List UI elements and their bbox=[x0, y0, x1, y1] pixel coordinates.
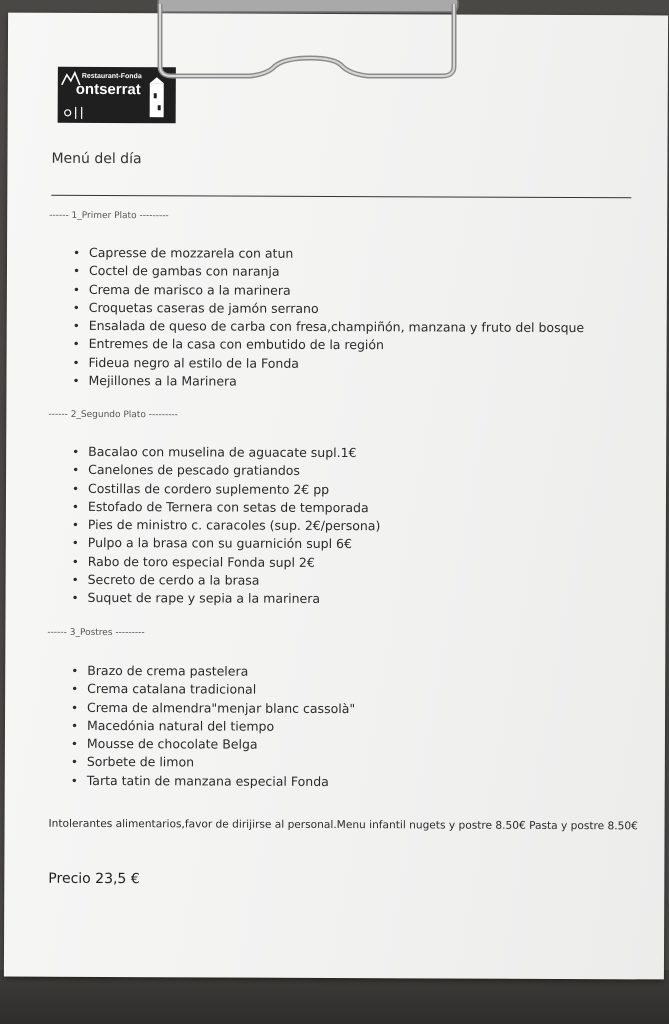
list-item: • Bacalao con muselina de aguacate supl.1€ bbox=[72, 443, 381, 463]
logo-subtitle: Restaurant-Fonda bbox=[81, 72, 142, 81]
list-item: • Mejillones a la Marinera bbox=[72, 372, 583, 393]
list-item: • Coctel de gambas con naranja bbox=[73, 262, 584, 283]
list-item: • Pies de ministro c. caracoles (sup. 2€/persona) bbox=[72, 516, 381, 536]
list-item: • Crema de marisco a la marinera bbox=[73, 280, 584, 301]
section-heading-postres: ------ 3_Postres --------- bbox=[47, 627, 145, 639]
clipboard-clip-icon bbox=[150, 0, 465, 88]
list-item: • Estofado de Ternera con setas de temporada bbox=[72, 498, 381, 518]
list-item: • Canelones de pescado gratiandos bbox=[72, 461, 381, 481]
segundo-plato-list bbox=[72, 443, 381, 609]
list-item: • Rabo de toro especial Fonda supl 2€ bbox=[72, 553, 381, 573]
list-item: • Sorbete de limon bbox=[71, 753, 355, 773]
logo-name: ontserrat bbox=[75, 80, 141, 99]
list-item: • Tarta tatin de manzana especial Fonda bbox=[71, 772, 355, 792]
allergy-note: Intolerantes alimentarios,favor de dirijirse al personal.Menu infantil nugets y postre 8.50€ Pasta y postre 8.50€ bbox=[48, 817, 638, 833]
list-item: • Brazo de crema pastelera bbox=[71, 662, 355, 682]
list-item: • Suquet de rape y sepia a la marinera bbox=[72, 589, 381, 609]
list-item: • Croquetas caseras de jamón serrano bbox=[73, 299, 584, 320]
list-item: • Capresse de mozzarela con atun bbox=[73, 244, 584, 265]
list-item: • Entremes de la casa con embutido de la región bbox=[73, 335, 584, 356]
menu-title: Menú del día bbox=[51, 150, 142, 168]
list-item: • Secreto de cerdo a la brasa bbox=[72, 571, 381, 591]
postres-list bbox=[71, 662, 356, 791]
section-heading-primer-plato: ------ 1_Primer Plato --------- bbox=[49, 210, 169, 222]
list-item: • Fideua negro al estilo de la Fonda bbox=[73, 354, 584, 375]
menu-price: Precio 23,5 € bbox=[48, 870, 140, 888]
list-item: • Costillas de cordero suplemento 2€ pp bbox=[72, 479, 381, 499]
list-item: • Crema de almendra"menjar blanc cassolà" bbox=[71, 698, 355, 718]
primer-plato-list bbox=[72, 244, 584, 393]
list-item: • Crema catalana tradicional bbox=[71, 680, 355, 700]
list-item: • Ensalada de queso de carba con fresa,champiñón, manzana y fruto del bosque bbox=[73, 317, 584, 338]
list-item: • Macedónia natural del tiempo bbox=[71, 717, 355, 737]
menu-sheet bbox=[4, 13, 668, 980]
list-item: • Pulpo a la brasa con su guarnición supl 6€ bbox=[72, 534, 381, 554]
title-divider bbox=[51, 195, 631, 199]
section-heading-segundo-plato: ------ 2_Segundo Plato --------- bbox=[48, 409, 178, 421]
list-item: • Mousse de chocolate Belga bbox=[71, 735, 355, 755]
